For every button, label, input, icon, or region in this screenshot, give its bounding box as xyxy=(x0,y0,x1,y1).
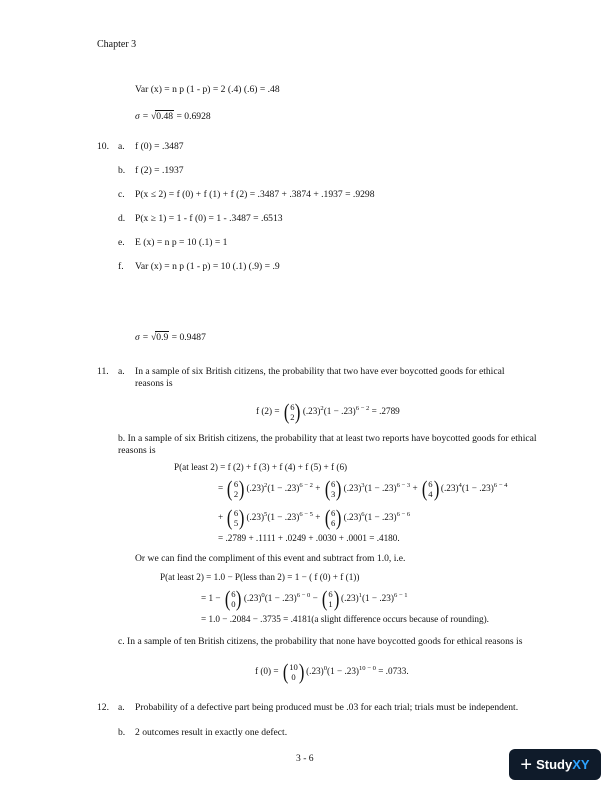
logo-word-xy: XY xyxy=(572,757,590,772)
q11-b-line1: P(at least 2) = f (2) + f (3) + f (4) + f (5) + f (6) xyxy=(174,462,348,472)
logo-word-study: Study xyxy=(536,757,573,772)
chapter-heading: Chapter 3 xyxy=(97,39,137,50)
q12-a-letter: a. xyxy=(118,702,125,713)
q10-item-text: E (x) = n p = 10 (.1) = 1 xyxy=(135,237,228,248)
q10-item-text: P(x ≤ 2) = f (0) + f (1) + f (2) = .3487 + .3874 + .1937 = .9298 xyxy=(135,189,375,200)
q12-b-text: 2 outcomes result in exactly one defect. xyxy=(135,727,288,738)
sigma-result: = 0.6928 xyxy=(174,111,211,122)
eq-lhs: f (2) = xyxy=(256,406,282,417)
q11-comp-line1: P(at least 2) = 1.0 − P(less than 2) = 1 − ( f (0) + f (1)) xyxy=(160,572,360,582)
q10-item-letter: f. xyxy=(118,261,124,272)
sigma-radicand: 0.9 xyxy=(156,332,169,343)
q11-c-equation: f (0) = ( 10 0 ) $(.23)^0(1 - .23)^{10 - 0} = .0733$. xyxy=(255,659,409,684)
eq-base: (.23) xyxy=(302,406,321,417)
q10-sigma-line xyxy=(135,331,206,343)
q11-b-sum: = .2789 + .1111 + .0249 + .0030 + .0001 = .4180. xyxy=(218,533,400,543)
binomial-coefficient: ( 6 2 ) xyxy=(283,399,301,424)
q10-item-letter: e. xyxy=(118,237,125,248)
q10-item-letter: b. xyxy=(118,165,126,176)
q10-item-text: f (0) = .3487 xyxy=(135,141,184,152)
sqrt-sign: √ xyxy=(151,111,157,122)
studyxy-logo xyxy=(509,749,601,780)
q10-item-letter: c. xyxy=(118,189,125,200)
q11-c-text: c. In a sample of ten British citizens, the probability that none have boycotted goods for ethical reasons is xyxy=(118,636,523,647)
q11-a-equation: f (2) = ( 6 2 ) $(.23)^2(1 - .23)^{6 - 2} = .2789$ xyxy=(256,399,400,424)
sigma-line xyxy=(135,110,211,122)
q11-a-text: In a sample of six British citizens, the probability that two have ever boycotted goods for ethical reasons is xyxy=(135,366,505,389)
eq-result: = .0733. xyxy=(375,666,409,677)
q10-item-letter: d. xyxy=(118,213,126,224)
q10-item-text: Var (x) = n p (1 - p) = 10 (.1) (.9) = .9 xyxy=(135,261,280,272)
q11-a-letter: a. xyxy=(118,366,125,377)
sigma-result: = 0.9487 xyxy=(169,332,206,343)
binomial-coefficient: ( 10 0 ) xyxy=(282,659,305,684)
plus-icon: + xyxy=(520,753,533,776)
variance-line: Var (x) = n p (1 - p) = 2 (.4) (.6) = .48 xyxy=(135,84,280,95)
page-number: 3 - 6 xyxy=(296,753,314,764)
eq-lhs: f (0) = xyxy=(255,666,281,677)
q11-comp-line3: = 1.0 − .2084 − .3735 = .4181(a slight difference occurs because of rounding). xyxy=(201,614,489,624)
question-number-12: 12. xyxy=(97,702,109,713)
q12-a-text: Probability of a defective part being produced must be .03 for each trial; trials must be independent. xyxy=(135,702,519,713)
q11-b-line2: = ( 6 2 ) $(.23)^2(1 - .23)^{6 - 2}$ + ( 6 3 ) $(.23)^3(1 - .23)^{6 - 3}$ + ( 6 4 ) $(.23)^4(1 - .23)^{6 - 4}$ xyxy=(218,476,508,501)
q10-item-letter: a. xyxy=(118,141,125,152)
eq-result: = .2789 xyxy=(369,406,400,417)
q11-comp-line2: = 1 − ( 6 0 ) $(.23)^0(1 - .23)^{6 - 0}$ − ( 6 1 ) $(.23)^1(1 - .23)^{6 - 1}$ xyxy=(201,586,408,611)
question-number-10: 10. xyxy=(97,141,109,152)
q10-item-text: f (2) = .1937 xyxy=(135,165,184,176)
q12-b-letter: b. xyxy=(118,727,126,738)
sigma-prefix: σ = xyxy=(135,111,152,122)
question-number-11: 11. xyxy=(97,366,109,377)
q11-b-line3: + ( 6 5 ) $(.23)^5(1 - .23)^{6 - 5}$ + ( 6 6 ) $(.23)^6(1 - .23)^{6 - 6}$ xyxy=(218,505,411,530)
q10-item-text: P(x ≥ 1) = 1 - f (0) = 1 - .3487 = .6513 xyxy=(135,213,283,224)
sqrt-sign: √ xyxy=(151,332,157,343)
sigma-radicand: 0.48 xyxy=(156,111,174,122)
q11-b-text: b. In a sample of six British citizens, the probability that at least two reports have boycotted goods for ethical reasons is xyxy=(118,433,537,456)
sigma-prefix: σ = xyxy=(135,332,152,343)
compliment-text: Or we can find the compliment of this event and subtract from 1.0, i.e. xyxy=(135,553,406,564)
